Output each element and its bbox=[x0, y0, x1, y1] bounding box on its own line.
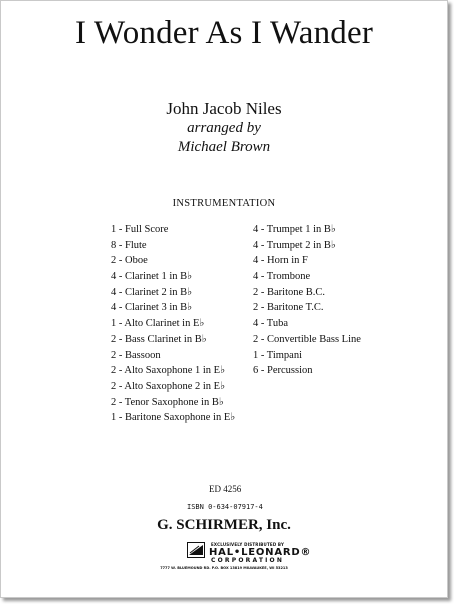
distributor-corporation: CORPORATION bbox=[211, 557, 285, 564]
arranged-by-label: arranged by bbox=[187, 120, 261, 136]
instrument-item: 1 - Full Score bbox=[111, 224, 169, 235]
instrument-item: 4 - Clarinet 1 in B♭ bbox=[111, 271, 193, 283]
instrument-item: 2 - Oboe bbox=[111, 255, 148, 267]
instrument-item: 1 - Baritone Saxophone in E♭ bbox=[111, 412, 236, 424]
instrument-item: 8 - Flute bbox=[111, 239, 147, 251]
instrument-item: 4 - Trombone bbox=[253, 271, 311, 283]
distributor-exclusive-text: EXCLUSIVELY DISTRIBUTED BY bbox=[211, 542, 285, 547]
page-title: I Wonder As I Wander bbox=[74, 15, 374, 51]
instrument-item: 2 - Alto Saxophone 1 in E♭ bbox=[111, 365, 226, 377]
instrumentation-list-left bbox=[111, 222, 235, 426]
distributor-name: HAL•LEONARD® bbox=[209, 547, 312, 558]
instrument-item: 1 - Timpani bbox=[253, 349, 303, 361]
instrument-item: 6 - Percussion bbox=[253, 365, 313, 377]
instrument-item: 4 - Clarinet 3 in B♭ bbox=[111, 302, 193, 314]
hal-leonard-logo-icon bbox=[187, 542, 205, 558]
distributor-address: 7777 W. BLUEMOUND RD. P.O. BOX 13819 MILWAUKEE, WI 53213 bbox=[160, 566, 288, 570]
isbn: ISBN 0-634-07917-4 bbox=[187, 503, 263, 511]
instrumentation-heading: INSTRUMENTATION bbox=[172, 198, 276, 209]
instrument-item: 2 - Baritone T.C. bbox=[253, 302, 324, 314]
instrument-item: 4 - Trumpet 2 in B♭ bbox=[253, 239, 336, 251]
edition-number: ED 4256 bbox=[209, 484, 242, 494]
instrument-item: 2 - Bassoon bbox=[111, 349, 161, 361]
arranger-name: Michael Brown bbox=[177, 139, 271, 155]
instrument-item: 1 - Alto Clarinet in E♭ bbox=[111, 318, 205, 330]
instrument-item: 4 - Clarinet 2 in B♭ bbox=[111, 286, 193, 298]
instrument-item: 2 - Alto Saxophone 2 in E♭ bbox=[111, 380, 226, 392]
instrument-item: 2 - Tenor Saxophone in B♭ bbox=[111, 396, 224, 408]
instrumentation-list-right bbox=[253, 222, 361, 379]
composer-name: John Jacob Niles bbox=[166, 99, 282, 118]
instrument-item: 2 - Bass Clarinet in B♭ bbox=[111, 333, 207, 345]
instrument-item: 4 - Trumpet 1 in B♭ bbox=[253, 224, 336, 235]
instrument-item: 4 - Horn in F bbox=[253, 255, 308, 267]
instrument-item: 2 - Convertible Bass Line bbox=[253, 333, 361, 345]
instrument-item: 2 - Baritone B.C. bbox=[253, 286, 326, 298]
publisher-name: G. SCHIRMER, Inc. bbox=[157, 517, 291, 533]
instrument-item: 4 - Tuba bbox=[253, 318, 289, 330]
